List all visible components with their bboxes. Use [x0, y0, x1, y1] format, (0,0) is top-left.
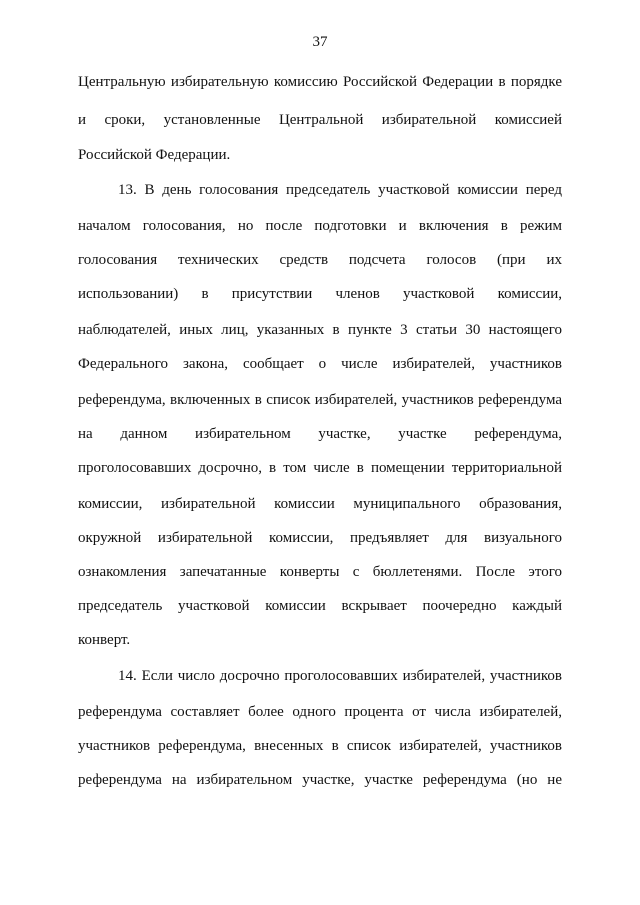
text-line: референдума на избирательном участке, участке референдума (но не — [78, 772, 562, 788]
text-line: Российской Федерации. — [78, 147, 231, 163]
text-line: 14. Если число досрочно проголосовавших избирателей, участников — [118, 668, 562, 684]
text-line: председатель участковой комиссии вскрывает поочередно каждый — [78, 598, 562, 614]
text-line: использовании) в присутствии членов участковой комиссии, — [78, 286, 562, 302]
text-line: началом голосования, но после подготовки и включения в режим — [78, 218, 562, 234]
text-line: Федерального закона, сообщает о числе избирателей, участников — [78, 356, 562, 372]
text-line: Центральную избирательную комиссию Российской Федерации в порядке — [78, 74, 562, 90]
text-line: конверт. — [78, 632, 131, 648]
text-line: участников референдума, внесенных в список избирателей, участников — [78, 738, 562, 754]
text-line: проголосовавших досрочно, в том числе в помещении территориальной — [78, 460, 562, 476]
text-line: на данном избирательном участке, участке референдума, — [78, 426, 562, 442]
text-line: референдума составляет более одного процента от числа избирателей, — [78, 704, 562, 720]
text-line: 13. В день голосования председатель участковой комиссии перед — [118, 182, 562, 198]
text-line: референдума, включенных в список избирателей, участников референдума — [78, 392, 562, 408]
page-number: 37 — [312, 34, 328, 50]
text-line: ознакомления запечатанные конверты с бюллетенями. После этого — [78, 564, 562, 580]
text-line: наблюдателей, иных лиц, указанных в пункте 3 статьи 30 настоящего — [78, 322, 562, 338]
text-line: комиссии, избирательной комиссии муниципального образования, — [78, 496, 562, 512]
text-line: и сроки, установленные Центральной избирательной комиссией — [78, 112, 562, 128]
text-line: окружной избирательной комиссии, предъявляет для визуального — [78, 530, 562, 546]
text-line: голосования технических средств подсчета голосов (при их — [78, 252, 562, 268]
